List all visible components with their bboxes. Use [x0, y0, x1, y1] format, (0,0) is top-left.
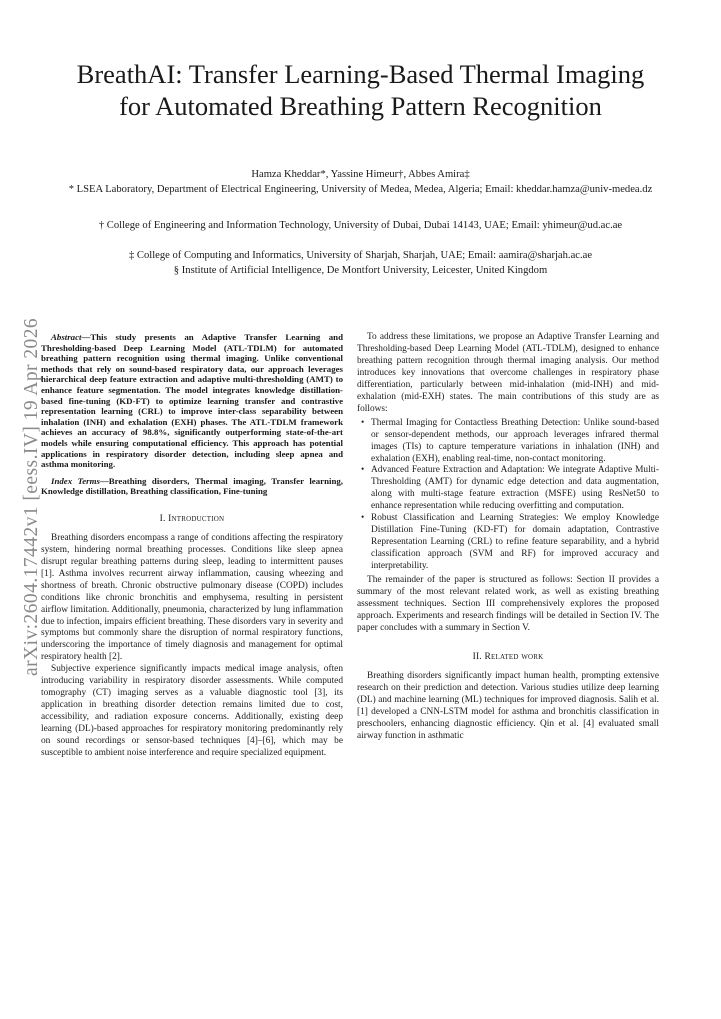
affiliation-2: † College of Engineering and Information Technology, University of Dubai, Dubai 14143, UAE; Email: yhimeur@ud.ac.ae: [98, 220, 623, 231]
index-terms-text: —Breathing disorders, Thermal imaging, Transfer learning, Knowledge distillation, Breathing classification, Fine-tuning: [41, 475, 343, 497]
right-column: [357, 332, 659, 743]
index-terms: [41, 476, 343, 497]
abstract: [41, 332, 343, 470]
list-item: • Thermal Imaging for Contactless Breathing Detection: Unlike sound-based or sensor-dependent methods, our approach leverages infrared thermal images (TIs) to capture temperature variations in inhalation (INH) and exhalation (EXH), enabling real-time, non-contact monitoring.: [371, 418, 659, 466]
abstract-label: Abstract: [51, 332, 82, 342]
section-heading-introduction: I. Introduction: [159, 513, 225, 524]
intro-paragraph-2: Subjective experience significantly impacts medical image analysis, often introducing variability in respiratory disorder assessments. While computed tomography (CT) imaging serves as a valuable diagnostic tool [3], its application in breathing disorder detection remains limited due to cost, accessibility, and radiation exposure concerns. Additionally, existing deep learning (DL)-based approaches for respiratory monitoring predominantly rely on sound recordings or sensor-based techniques [4]–[6], which may be susceptible to ambient noise interference and require specialized equipment.: [41, 664, 343, 759]
arxiv-identifier-stamp: arXiv:2604.17442v1 [eess.IV] 19 Apr 2026: [21, 317, 42, 676]
list-item: • Advanced Feature Extraction and Adaptation: We integrate Adaptive Multi-Thresholding (AMT) for dynamic edge detection and data augmentation, along with multi-stage feature extraction (MSFE) using ResNet50 to enhance representation while reducing overfitting and computation.: [371, 465, 659, 513]
section-heading-related-work: II. Related work: [472, 651, 544, 662]
index-terms-label: Index Terms: [51, 475, 100, 486]
paper-structure-paragraph: The remainder of the paper is structured as follows: Section II provides a summary of the most relevant related work, as well as existing breathing assessment techniques. Section III comprehensively explores the proposed approach. Experiments and research findings will be detailed in Section IV. The paper concludes with a summary in Section V.: [357, 575, 659, 633]
intro-paragraph-1: Breathing disorders encompass a range of conditions affecting the respiratory system, hindering normal breathing processes. Conditions like sleep apnea disrupt regular breathing patterns during sleep, leading to intermittent pauses [1]. Asthma involves recurrent airway inflammation, causing wheezing and shortness of breath. Chronic obstructive pulmonary disease (COPD) includes conditions like chronic bronchitis and emphysema, resulting in persistent airflow limitation. Additionally, pneumonia, characterized by lung inflammation due to infection, impairs efficient breathing. These disorders vary in severity and symptoms but commonly share the disruption of normal respiratory functions, underscoring the importance of timely diagnosis and management for optimal respiratory health [2].: [41, 532, 343, 663]
list-item: • Robust Classification and Learning Strategies: We employ Knowledge Distillation Fine-Tuning (KD-FT) for domain adaptation, Contrastive Representation Learning (CRL) to refine feature separability, and a hybrid classification approach (SVM and RF) for improved accuracy and interpretability.: [371, 513, 659, 573]
paper-title: BreathAI: Transfer Learning-Based Thermal Imaging for Automated Breathing Pattern Recognition: [76, 59, 645, 121]
affiliation-1: * LSEA Laboratory, Department of Electrical Engineering, University of Medea, Medea, Algeria; Email: kheddar.hamza@univ-medea.dz: [68, 184, 653, 195]
contributions-intro-paragraph: To address these limitations, we propose an Adaptive Transfer Learning and Thresholding-based Deep Learning Model (ATL-TDLM), designed to enhance breathing pattern recognition through thermal imaging analysis. Our method introduces key innovations that overcome challenges in respiratory phase differentiation, particularly between mid-inhalation (mid-INH) and mid-exhalation (mid-EXH) states. The main contributions of this study are as follows:: [357, 332, 659, 414]
abstract-text: —This study presents an Adaptive Transfer Learning and Thresholding-based Deep Learning Model (ATL-TDLM) for automated breathing pattern recognition using thermal imaging. Unlike conventional methods that rely on sound-based respiratory data, our approach leverages hierarchical deep feature extraction and adaptive multi-thresholding (AMT) to enhance feature segmentation. The model integrates knowledge distillation-based fine-tuning (KD-FT) to optimize learning transfer and contrastive representation learning (CRL) to improve inter-class separability between inhalation (INH) and exhalation (EXH) phases. The ATL-TDLM framework achieves an accuracy of 98.8%, significantly outperforming state-of-the-art models while ensuring computational efficiency. This approach has potential applications in respiratory disorder detection, including sleep apnea and asthma monitoring.: [41, 332, 343, 470]
related-work-paragraph-1: Breathing disorders significantly impact human health, prompting extensive research on their prediction and detection. Various studies utilize deep learning (DL) and machine learning (ML) techniques for improved diagnosis. Salih et al. [1] developed a CNN-LSTM model for asthma and bronchitis classification in preschoolers, enhancing diagnostic efficiency. Qin et al. [4] evaluated small airway function in asthmatic: [357, 670, 659, 741]
contributions-list: [357, 418, 659, 573]
author-list: Hamza Kheddar*, Yassine Himeur†, Abbes Amira‡: [251, 169, 470, 180]
left-column: [41, 332, 343, 760]
affiliation-3: ‡ College of Computing and Informatics, University of Sharjah, Sharjah, UAE; Email: aamira@sharjah.ac.ae: [128, 250, 593, 261]
affiliation-4: § Institute of Artificial Intelligence, De Montfort University, Leicester, United Kingdom: [173, 265, 548, 276]
